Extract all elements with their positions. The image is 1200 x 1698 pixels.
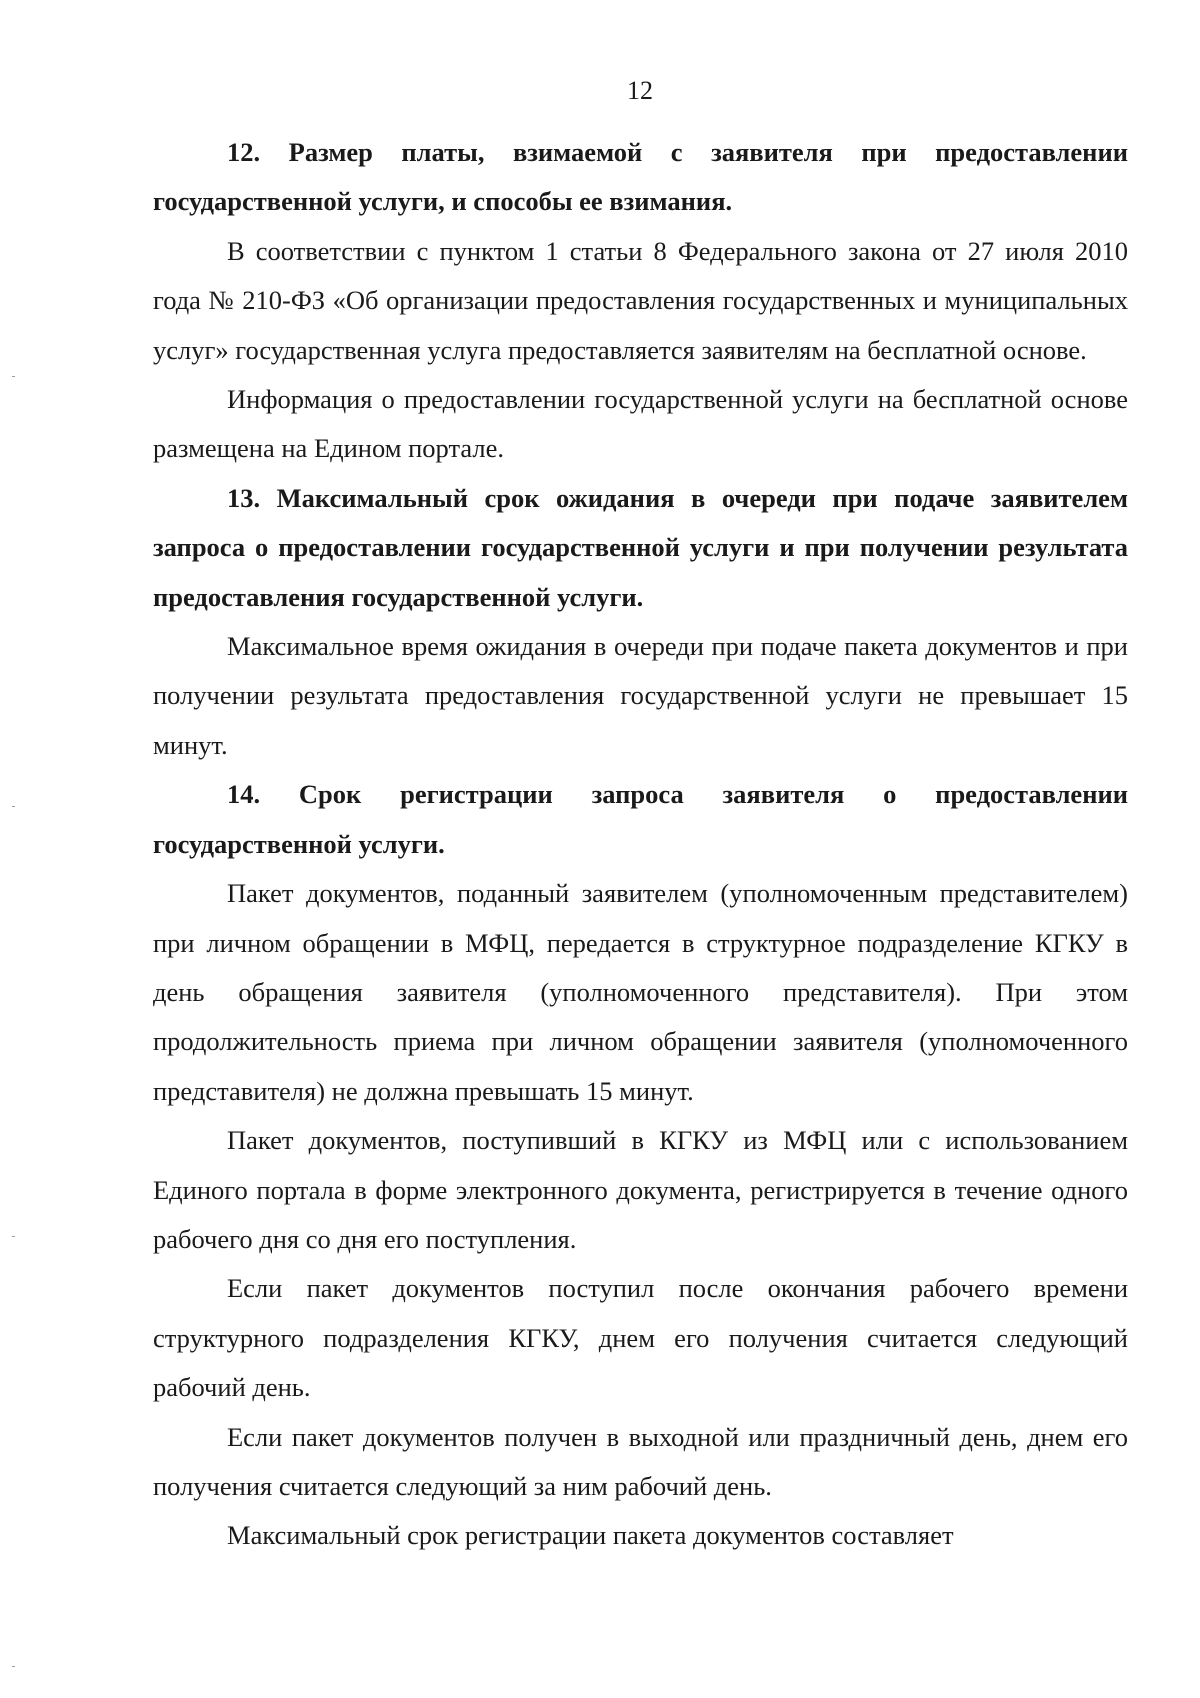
section-heading-14: 14. Срок регистрации запроса заявителя о предоставлении государственной услуги. — [153, 779, 1128, 859]
section-heading-13: 13. Максимальный срок ожидания в очереди при подаче заявителем запроса о предоставлении государственной услуги и при получении результата предоставления государственной услуги. — [153, 482, 1128, 612]
section-heading-12: 12. Размер платы, взимаемой с заявителя при предоставлении государственной услуги, и способы ее взимания. — [153, 137, 1128, 217]
scan-artifact-mark — [12, 1236, 15, 1237]
document-body — [153, 128, 1128, 1561]
paragraph: Пакет документов, поступивший в КГКУ из МФЦ или с использованием Единого портала в форме электронного документа, регистрируется в течение одного рабочего дня со дня его поступления. — [153, 1125, 1128, 1254]
paragraph: Если пакет документов поступил после окончания рабочего времени структурного подразделения КГКУ, днем его получения считается следующий рабочий день. — [153, 1273, 1128, 1403]
paragraph: В соответствии с пунктом 1 статьи 8 Федерального закона от 27 июля 2010 года № 210-ФЗ «Об организации предоставления государственных и муниципальных услуг» государственная услуга предоставляется заявителям на бесплатной основе. — [153, 235, 1128, 365]
scan-artifact-mark — [12, 806, 15, 807]
scan-artifact-mark — [12, 1666, 15, 1667]
paragraph: Пакет документов, поданный заявителем (уполномоченным представителем) при личном обращении в МФЦ, передается в структурное подразделение КГКУ в день обращения заявителя (уполномоченного представителя). При этом продолжительность приема при личном обращении заявителя (уполномоченного представителя) не должна превышать 15 минут. — [153, 878, 1128, 1106]
paragraph: Максимальное время ожидания в очереди при подаче пакета документов и при получении результата предоставления государственной услуги не превышает 15 минут. — [153, 631, 1128, 760]
paragraph: Информация о предоставлении государственной услуги на бесплатной основе размещена на Едином портале. — [153, 384, 1128, 464]
paragraph-continued: Максимальный срок регистрации пакета документов составляет — [227, 1520, 954, 1551]
paragraph: Если пакет документов получен в выходной или праздничный день, днем его получения считается следующий за ним рабочий день. — [153, 1421, 1128, 1501]
scan-artifact-mark — [12, 376, 15, 377]
page-number: 12 — [627, 76, 653, 105]
